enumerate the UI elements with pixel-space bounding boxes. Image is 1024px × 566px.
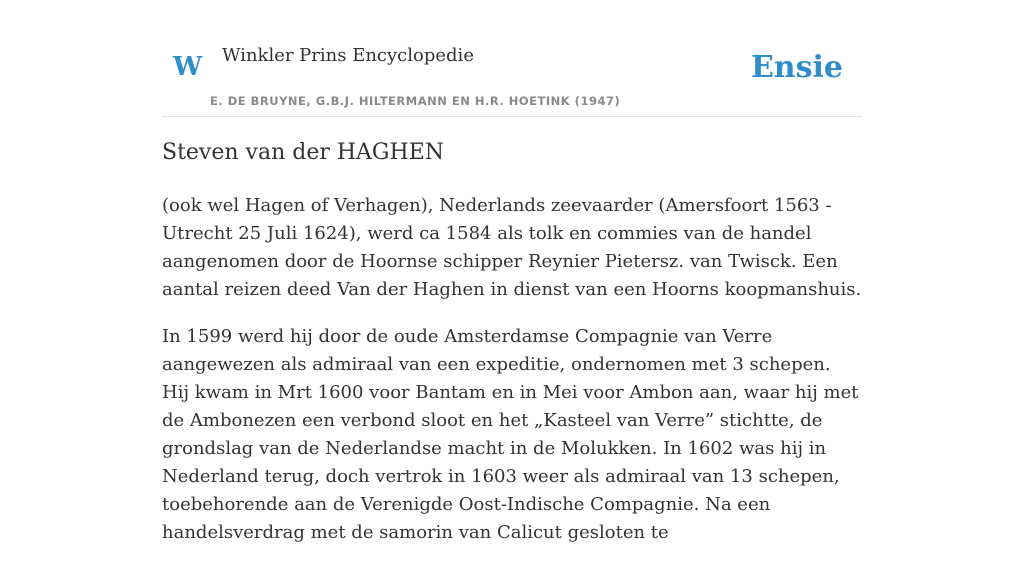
publication-logo[interactable]: W [173, 52, 203, 82]
book-authors: E. DE BRUYNE, G.B.J. HILTERMANN EN H.R. HOETINK (1947) [210, 94, 621, 108]
entry-title: Steven van der HAGHEN [162, 140, 445, 165]
ensie-logo[interactable]: Ensie [750, 50, 843, 85]
header [162, 0, 862, 117]
entry-content [162, 192, 862, 566]
entry-paragraph: In 1599 werd hij door de oude Amsterdamse Compagnie van Verre aangewezen als admiraal van een expeditie, ondernomen met 3 schepen. Hij kwam in Mrt 1600 voor Bantam en in Mei voor Ambon aan, waar hij met de Ambonezen een verbond sloot en het „Kasteel van Verre” stichtte, de grondslag van de Nederlandse macht in de Molukken. In 1602 was hij in Nederland terug, doch vertrok in 1603 weer als admiraal van 13 schepen, toebehorende aan de Verenigde Oost-Indische Compagnie. Na een handelsverdrag met de samorin van Calicut gesloten te [162, 326, 859, 543]
entry-paragraph: (ook wel Hagen of Verhagen), Nederlands zeevaarder (Amersfoort 1563 - Utrecht 25 Juli 1624), werd ca 1584 als tolk en commies van de handel aangenomen door de Hoornse schipper Reynier Pietersz. van Twisck. Een aantal reizen deed Van der Haghen in dienst van een Hoorns koopmanshuis. [162, 195, 862, 300]
book-title-link[interactable]: Winkler Prins Encyclopedie [222, 45, 474, 66]
